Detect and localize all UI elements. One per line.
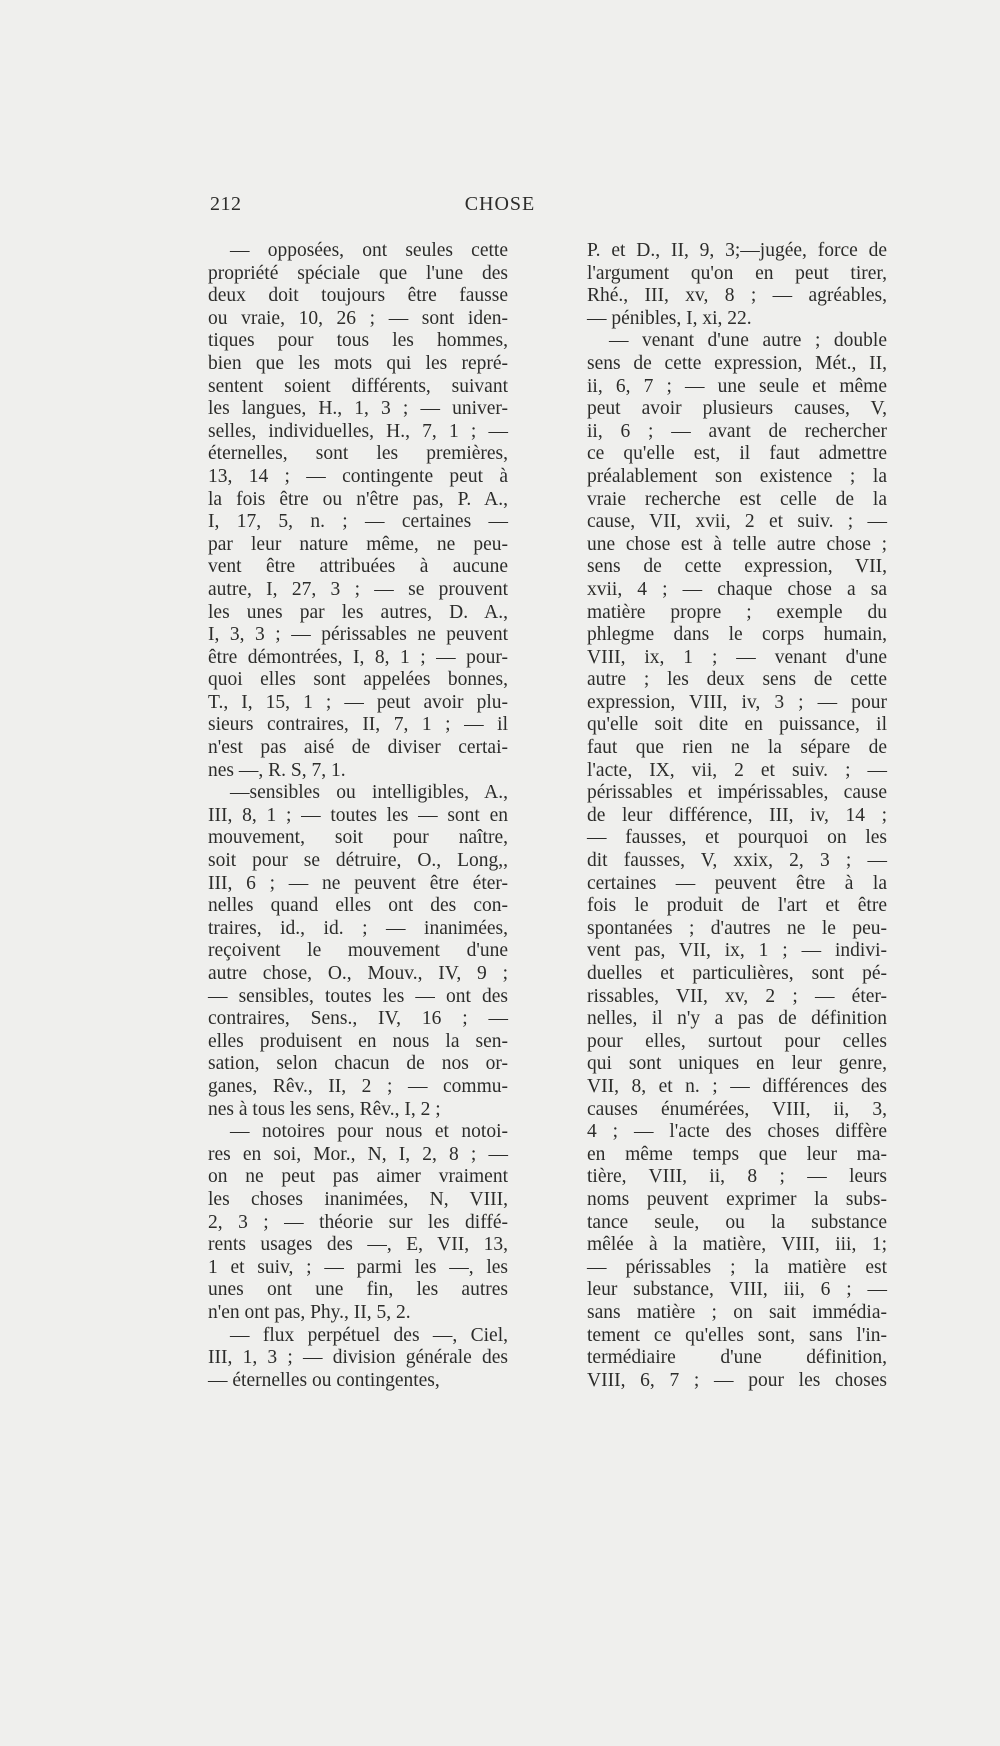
text-line: faut que rien ne la sépare de [587,737,887,759]
text-line: res en soi, Mor., N, I, 2, 8 ; — [208,1143,508,1165]
text-line: — notoires pour nous et notoi- [230,1121,508,1143]
text-line: autre chose, O., Mouv., IV, 9 ; [208,963,508,984]
text-line: — flux perpétuel des —, Ciel, [230,1324,508,1346]
text-line: sation, selon chacun de nos or- [208,1053,508,1075]
text-line: rents usages des —, E, VII, 13, [208,1234,508,1256]
text-line: ganes, Rêv., II, 2 ; — commu- [208,1075,508,1097]
text-line: préalablement son existence ; la [587,465,887,487]
text-line: leur substance, VIII, iii, 6 ; — [587,1279,887,1301]
text-line: VIII, 6, 7 ; — pour les choses [587,1369,887,1391]
text-line: — pénibles, I, xi, 22. [587,307,752,329]
text-line: les choses inanimées, N, VIII, [208,1188,508,1210]
text-line: tière, VIII, ii, 8 ; — leurs [587,1166,887,1188]
left-column [208,240,508,1392]
right-column [587,240,887,1392]
text-line: traires, id., id. ; — inanimées, [208,917,508,939]
text-line: sans matière ; on sait immédia- [587,1301,887,1323]
page-number: 212 [210,193,242,215]
text-line: tiques pour tous les hommes, [208,330,508,352]
text-line: l'argument qu'on en peut tirer, [587,262,887,284]
text-line: — sensibles, toutes les — ont des [208,985,508,1007]
text-line: unes ont une fin, les autres [208,1279,508,1301]
text-line: périssables et impérissables, cause [587,782,887,804]
text-line: — éternelles ou contingentes, [208,1369,440,1391]
text-line: sens de cette expression, Mét., II, [587,352,887,374]
text-line: cause, VII, xvii, 2 et suiv. ; — [587,511,887,533]
text-line: elles produisent en nous la sen- [208,1030,508,1052]
text-line: — périssables ; la matière est [587,1256,887,1278]
text-line: vent être attribuées à aucune [208,556,508,578]
text-line: l'acte, IX, vii, 2 et suiv. ; — [587,759,887,781]
text-line: deux doit toujours être fausse [208,285,508,307]
text-line: bien que les mots qui les repré- [208,352,508,374]
text-line: nelles, il n'y a pas de définition [587,1008,887,1030]
text-line: III, 8, 1 ; — toutes les — sont en [208,804,508,826]
text-line: sieurs contraires, II, 7, 1 ; — il [208,714,508,736]
text-line: on ne peut pas aimer vraiment [208,1166,508,1188]
text-line: n'en ont pas, Phy., II, 5, 2. [208,1301,411,1323]
text-line: les unes par les autres, D. A., [208,601,508,623]
text-line: ce qu'elle est, il faut admettre [587,443,887,465]
text-line: I, 17, 5, n. ; — certaines — [208,511,508,533]
text-line: sentent soient différents, suivant [208,375,508,397]
text-line: autre ; les deux sens de cette [587,669,887,691]
text-line: noms peuvent exprimer la subs- [587,1188,887,1210]
text-line: III, 1, 3 ; — division générale des [208,1347,508,1369]
text-line: sens de cette expression, VII, [587,556,887,578]
text-line: éternelles, sont les premières, [208,443,508,465]
text-line: mouvement, soit pour naître, [208,827,508,849]
text-line: n'est pas aisé de diviser certai- [208,737,508,759]
text-line: pour elles, surtout pour celles [587,1030,887,1052]
text-line: ou vraie, 10, 26 ; — sont iden- [208,307,508,329]
text-line: VIII, ix, 1 ; — venant d'une [587,646,887,668]
text-line: propriété spéciale que l'une des [208,262,508,284]
text-line: 4 ; — l'acte des choses diffère [587,1121,887,1143]
text-line: contraires, Sens., IV, 16 ; — [208,1008,508,1030]
text-line: fois le produit de l'art et être [587,895,887,917]
text-line: 13, 14 ; — contingente peut à [208,465,508,487]
text-line: les langues, H., 1, 3 ; — univer- [208,398,508,420]
text-line: phlegme dans le corps humain, [587,624,887,646]
text-line: 2, 3 ; — théorie sur les diffé- [208,1211,508,1233]
text-line: I, 3, 3 ; — périssables ne peuvent [208,624,508,646]
text-line: duelles et particulières, sont pé- [587,963,887,984]
text-line: Rhé., III, xv, 8 ; — agréables, [587,285,887,307]
text-line: causes énumérées, VIII, ii, 3, [587,1098,887,1120]
text-line: 1 et suiv, ; — parmi les —, les [208,1256,508,1278]
text-line: rissables, VII, xv, 2 ; — éter- [587,985,887,1007]
text-line: nes à tous les sens, Rêv., I, 2 ; [208,1098,441,1120]
text-line: selles, individuelles, H., 7, 1 ; — [208,420,508,442]
text-line: soit pour se détruire, O., Long,, [208,850,508,872]
text-line: vent pas, VII, ix, 1 ; — indivi- [587,940,887,962]
text-line: certaines — peuvent être à la [587,872,887,894]
text-line: la fois être ou n'être pas, P. A., [208,488,508,510]
text-line: — venant d'une autre ; double [609,330,887,352]
text-line: VII, 8, et n. ; — différences des [587,1075,887,1097]
text-line: qui sont uniques en leur genre, [587,1053,887,1075]
text-line: P. et D., II, 9, 3;—jugée, force de [587,240,887,261]
text-line: mêlée à la matière, VIII, iii, 1; [587,1234,887,1256]
text-line: en même temps que leur ma- [587,1143,887,1165]
text-line: ii, 6 ; — avant de rechercher [587,420,887,442]
text-line: nelles quand elles ont des con- [208,895,508,917]
text-line: III, 6 ; — ne peuvent être éter- [208,872,508,894]
text-line: nes —, R. S, 7, 1. [208,759,346,781]
running-head: CHOSE [464,193,536,215]
text-line: — opposées, ont seules cette [230,240,508,261]
text-line: — fausses, et pourquoi on les [587,827,887,849]
text-line: quoi elles sont appelées bonnes, [208,669,508,691]
text-line: de leur différence, III, iv, 14 ; [587,804,887,826]
text-line: peut avoir plusieurs causes, V, [587,398,887,420]
text-line: vraie recherche est celle de la [587,488,887,510]
text-line: une chose est à telle autre chose ; [587,533,887,555]
text-line: reçoivent le mouvement d'une [208,940,508,962]
text-line: qu'elle soit dite en puissance, il [587,714,887,736]
text-line: termédiaire d'une définition, [587,1347,887,1369]
text-line: tance seule, ou la substance [587,1211,887,1233]
text-line: expression, VIII, iv, 3 ; — pour [587,691,887,713]
text-line: —sensibles ou intelligibles, A., [230,782,508,804]
text-line: T., I, 15, 1 ; — peut avoir plu- [208,691,508,713]
text-line: tement ce qu'elles sont, sans l'in- [587,1324,887,1346]
text-line: dit fausses, V, xxix, 2, 3 ; — [587,850,887,872]
text-line: par leur nature même, ne peu- [208,533,508,555]
text-line: xvii, 4 ; — chaque chose a sa [587,578,887,600]
text-line: ii, 6, 7 ; — une seule et même [587,375,887,397]
text-line: matière propre ; exemple du [587,601,887,623]
text-line: être démontrées, I, 8, 1 ; — pour- [208,646,508,668]
text-line: spontanées ; d'autres ne le peu- [587,917,887,939]
text-line: autre, I, 27, 3 ; — se prouvent [208,578,508,600]
